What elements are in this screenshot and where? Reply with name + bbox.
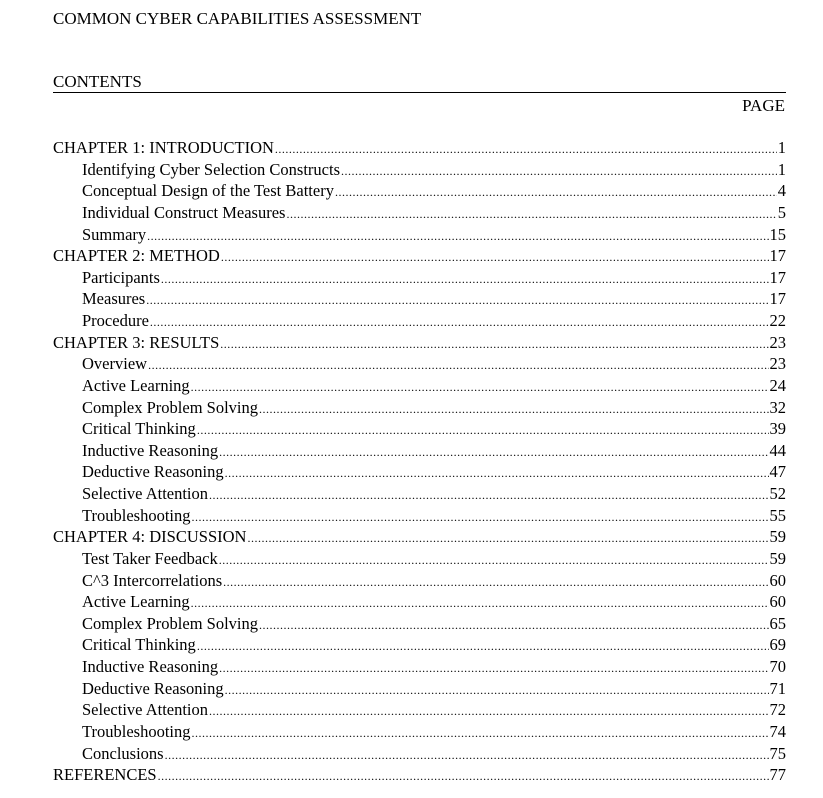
toc-dot-leader (158, 766, 769, 788)
toc-page-number: 24 (769, 375, 786, 395)
toc-dot-leader (209, 701, 768, 723)
toc-section-entry[interactable] (53, 159, 786, 181)
toc-section-entry[interactable] (53, 678, 786, 700)
toc-entry-label: CHAPTER 2: METHOD (53, 246, 220, 266)
toc-dot-leader (219, 658, 768, 680)
toc-page-number: 77 (769, 765, 786, 785)
toc-entry-label: CHAPTER 1: INTRODUCTION (53, 138, 274, 157)
toc-dot-leader (146, 290, 768, 312)
toc-dot-leader (247, 528, 768, 550)
toc-entry-label: Complex Problem Solving (82, 613, 259, 633)
toc-page-number: 47 (769, 462, 786, 482)
toc-section-entry[interactable] (53, 397, 786, 419)
toc-dot-leader (259, 615, 768, 637)
toc-entry-label: Measures (82, 289, 146, 309)
toc-dot-leader (209, 485, 768, 507)
toc-entry-label: CHAPTER 4: DISCUSSION (53, 527, 247, 547)
toc-page-number: 65 (769, 613, 786, 633)
toc-page-number: 55 (769, 505, 786, 525)
toc-dot-leader (286, 204, 776, 226)
toc-page-number: 5 (777, 202, 786, 222)
toc-dot-leader (223, 572, 768, 594)
toc-dot-leader (225, 680, 769, 702)
toc-page-number: 17 (769, 267, 786, 287)
toc-page-number: 1 (777, 159, 786, 179)
toc-section-entry[interactable] (53, 505, 786, 527)
toc-page-number: 74 (769, 721, 786, 741)
toc-section-entry[interactable] (53, 461, 786, 483)
toc-entry-label: Troubleshooting (82, 721, 191, 741)
toc-page-number: 59 (769, 527, 786, 547)
toc-section-entry[interactable] (53, 656, 786, 678)
toc-dot-leader (192, 723, 769, 745)
toc-dot-leader (341, 161, 777, 183)
toc-page-number: 23 (769, 354, 786, 374)
toc-chapter-entry[interactable] (53, 526, 786, 548)
toc-entry-label: Selective Attention (82, 484, 209, 503)
toc-page-number: 75 (769, 743, 786, 763)
toc-dot-leader (225, 463, 769, 485)
toc-section-entry[interactable] (53, 483, 786, 505)
toc-dot-leader (150, 312, 769, 334)
toc-section-entry[interactable] (53, 353, 786, 375)
toc-chapter-entry[interactable] (53, 137, 786, 159)
toc-entry-label: Inductive Reasoning (82, 440, 219, 460)
toc-entry-label: Critical Thinking (82, 635, 196, 655)
toc-page-number: 72 (769, 700, 786, 720)
toc-section-entry[interactable] (53, 440, 786, 462)
toc-entry-label: Test Taker Feedback (82, 548, 218, 568)
toc-entry-label: Deductive Reasoning (82, 462, 224, 482)
toc-entry-label: CHAPTER 3: RESULTS (53, 332, 220, 352)
toc-dot-leader (219, 550, 769, 572)
toc-section-entry[interactable] (53, 634, 786, 656)
toc-dot-leader (161, 269, 769, 291)
toc-section-entry[interactable] (53, 180, 786, 202)
toc-page-number: 39 (769, 419, 786, 439)
toc-dot-leader (191, 593, 769, 615)
toc-page-number: 44 (769, 440, 786, 460)
toc-entry-label: REFERENCES (53, 765, 157, 785)
toc-dot-leader (219, 442, 768, 464)
toc-entry-label: Active Learning (82, 592, 190, 612)
toc-entry-label: Critical Thinking (82, 419, 196, 439)
toc-dot-leader (148, 355, 768, 377)
toc-page-number: 17 (769, 289, 786, 309)
toc-dot-leader (147, 226, 768, 248)
toc-entry-label: Complex Problem Solving (82, 397, 259, 417)
toc-entry-label: Conceptual Design of the Test Battery (82, 181, 334, 201)
toc-page-number: 69 (769, 635, 786, 655)
toc-chapter-entry[interactable] (53, 332, 786, 354)
toc-section-entry[interactable] (53, 613, 786, 635)
toc-entry-label: Inductive Reasoning (82, 657, 219, 676)
page-column-label: PAGE (742, 96, 785, 115)
toc-section-entry[interactable] (53, 418, 786, 440)
toc-page-number: 70 (769, 657, 786, 676)
toc-section-entry[interactable] (53, 267, 786, 289)
toc-entry-label: Participants (82, 267, 160, 287)
toc-page-number: 32 (769, 397, 786, 417)
toc-page-number: 1 (777, 138, 786, 157)
toc-entry-label: Active Learning (82, 375, 190, 395)
toc-page-number: 22 (769, 311, 786, 330)
toc-page-number: 17 (769, 246, 786, 266)
toc-section-entry[interactable] (53, 743, 786, 765)
toc-entry-label: Summary (82, 224, 147, 244)
toc-dot-leader (165, 745, 769, 767)
toc-dot-leader (191, 377, 769, 399)
heading-divider (53, 92, 786, 93)
toc-page-number: 60 (769, 570, 786, 590)
toc-section-entry[interactable] (53, 202, 786, 224)
toc-entry-label: Deductive Reasoning (82, 678, 224, 698)
toc-entry-label: Overview (82, 354, 148, 374)
toc-dot-leader (197, 636, 769, 658)
toc-dot-leader (275, 139, 777, 161)
toc-entry-label: C^3 Intercorrelations (82, 570, 223, 590)
toc-dot-leader (259, 399, 768, 421)
toc-page-number: 23 (769, 332, 786, 352)
toc-chapter-entry[interactable] (53, 245, 786, 267)
toc-page-number: 4 (777, 181, 786, 201)
toc-page-number: 60 (769, 592, 786, 612)
contents-heading: CONTENTS (53, 72, 142, 91)
toc-section-entry[interactable] (53, 310, 786, 332)
toc-section-entry[interactable] (53, 570, 786, 592)
toc-page-number: 15 (769, 224, 786, 244)
toc-page-number: 52 (769, 484, 786, 503)
toc-section-entry[interactable] (53, 548, 786, 570)
toc-chapter-entry[interactable] (53, 764, 786, 786)
toc-page-number: 59 (769, 548, 786, 568)
toc-dot-leader (335, 182, 777, 204)
toc-section-entry[interactable] (53, 591, 786, 613)
toc-dot-leader (197, 420, 769, 442)
toc-entry-label: Identifying Cyber Selection Constructs (82, 159, 340, 179)
toc-entry-label: Individual Construct Measures (82, 202, 286, 222)
toc-section-entry[interactable] (53, 224, 786, 246)
table-of-contents (53, 137, 786, 786)
toc-section-entry[interactable] (53, 699, 786, 721)
document-title: COMMON CYBER CAPABILITIES ASSESSMENT (53, 9, 422, 28)
toc-entry-label: Procedure (82, 311, 149, 330)
toc-page-number: 71 (769, 678, 786, 698)
toc-entry-label: Troubleshooting (82, 505, 191, 525)
toc-section-entry[interactable] (53, 721, 786, 743)
toc-entry-label: Conclusions (82, 743, 164, 763)
toc-section-entry[interactable] (53, 375, 786, 397)
toc-dot-leader (192, 507, 769, 529)
toc-dot-leader (220, 334, 768, 356)
toc-entry-label: Selective Attention (82, 700, 209, 720)
toc-section-entry[interactable] (53, 288, 786, 310)
toc-dot-leader (221, 247, 769, 269)
